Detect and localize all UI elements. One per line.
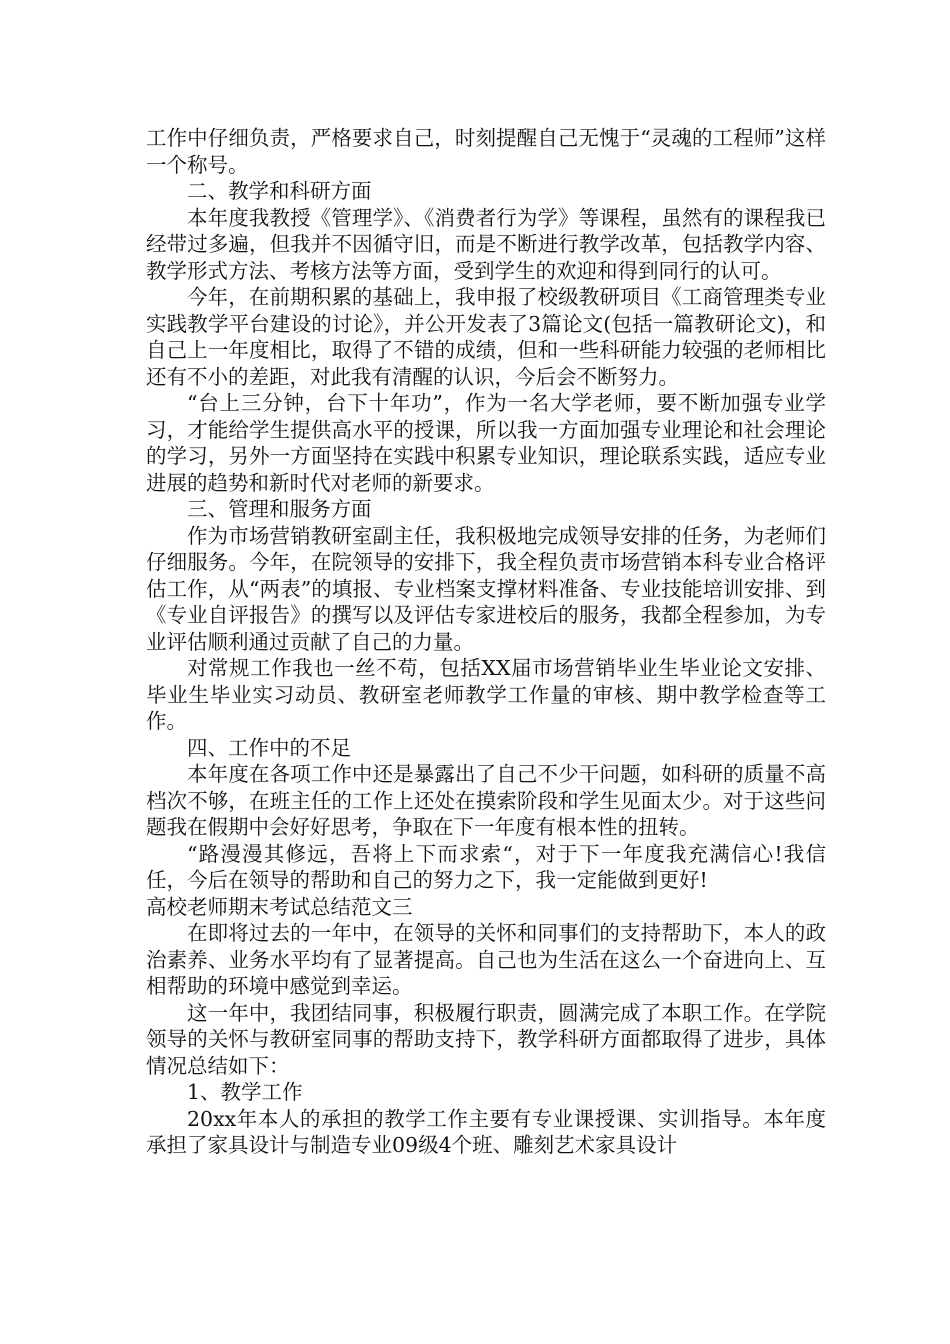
section-heading-management-service: 三、管理和服务方面 xyxy=(187,497,372,521)
document-body xyxy=(146,125,826,1159)
paragraph: 在即将过去的一年中，在领导的关怀和同事们的支持帮助下，本人的政治素养、业务水平均有了显著提高。自己也为生活在这么一个奋进向上、互相帮助的环境中感觉到幸运。 xyxy=(146,921,826,998)
section-heading-teaching-work: 1、教学工作 xyxy=(187,1080,303,1104)
document-section-title: 高校老师期末考试总结范文三 xyxy=(146,894,413,919)
paragraph: 作为市场营销教研室副主任，我积极地完成领导安排的任务，为老师们仔细服务。今年，在院领导的安排下，我全程负责市场营销本科专业合格评估工作，从“两表”的填报、专业档案支撑材料准备、专业技能培训安排、到《专业自评报告》的撰写以及评估专家进校后的服务，我都全程参加，为专业评估顺利通过贡献了自己的力量。 xyxy=(146,523,826,654)
paragraph: 20xx年本人的承担的教学工作主要有专业课授课、实训指导。本年度承担了家具设计与制造专业09级4个班、雕刻艺术家具设计 xyxy=(146,1106,826,1157)
paragraph: 本年度在各项工作中还是暴露出了自己不少干问题，如科研的质量不高档次不够，在班主任的工作上还处在摸索阶段和学生见面太少。对于这些问题我在假期中会好好思考，争取在下一年度有根本性的扭转。 xyxy=(146,762,826,839)
section-heading-shortcomings: 四、工作中的不足 xyxy=(187,735,351,760)
paragraph: 对常规工作我也一丝不苟，包括XX届市场营销毕业生毕业论文安排、毕业生毕业实习动员、教研室老师教学工作量的审核、期中教学检查等工作。 xyxy=(146,656,826,733)
paragraph: 本年度我教授《管理学》、《消费者行为学》等课程，虽然有的课程我已经带过多遍，但我并不因循守旧，而是不断进行教学改革，包括教学内容、教学形式方法、考核方法等方面，受到学生的欢迎和得到同行的认可。 xyxy=(146,205,826,283)
paragraph: “路漫漫其修远，吾将上下而求索“，对于下一年度我充满信心!我信任，今后在领导的帮助和自己的努力之下，我一定能做到更好! xyxy=(146,841,826,892)
paragraph-continuation: 工作中仔细负责，严格要求自己，时刻提醒自己无愧于“灵魂的工程师”这样一个称号。 xyxy=(146,126,826,177)
paragraph: 这一年中，我团结同事，积极履行职责，圆满完成了本职工作。在学院领导的关怀与教研室同事的帮助支持下，教学科研方面都取得了进步，具体情况总结如下： xyxy=(146,1000,826,1078)
section-heading-teaching-research: 二、教学和科研方面 xyxy=(187,179,372,203)
paragraph: 今年，在前期积累的基础上，我申报了校级教研项目《工商管理类专业实践教学平台建设的讨论》，并公开发表了3篇论文(包括一篇教研论文)，和自己上一年度相比，取得了不错的成绩，但和一些科研能力较强的老师相比还有不小的差距，对此我有清醒的认识，今后会不断努力。 xyxy=(146,285,826,389)
paragraph: “台上三分钟，台下十年功”，作为一名大学老师，要不断加强专业学习，才能给学生提供高水平的授课，所以我一方面加强专业理论和社会理论的学习，另外一方面坚持在实践中积累专业知识，理论联系实践，适应专业进展的趋势和新时代对老师的新要求。 xyxy=(146,391,826,495)
